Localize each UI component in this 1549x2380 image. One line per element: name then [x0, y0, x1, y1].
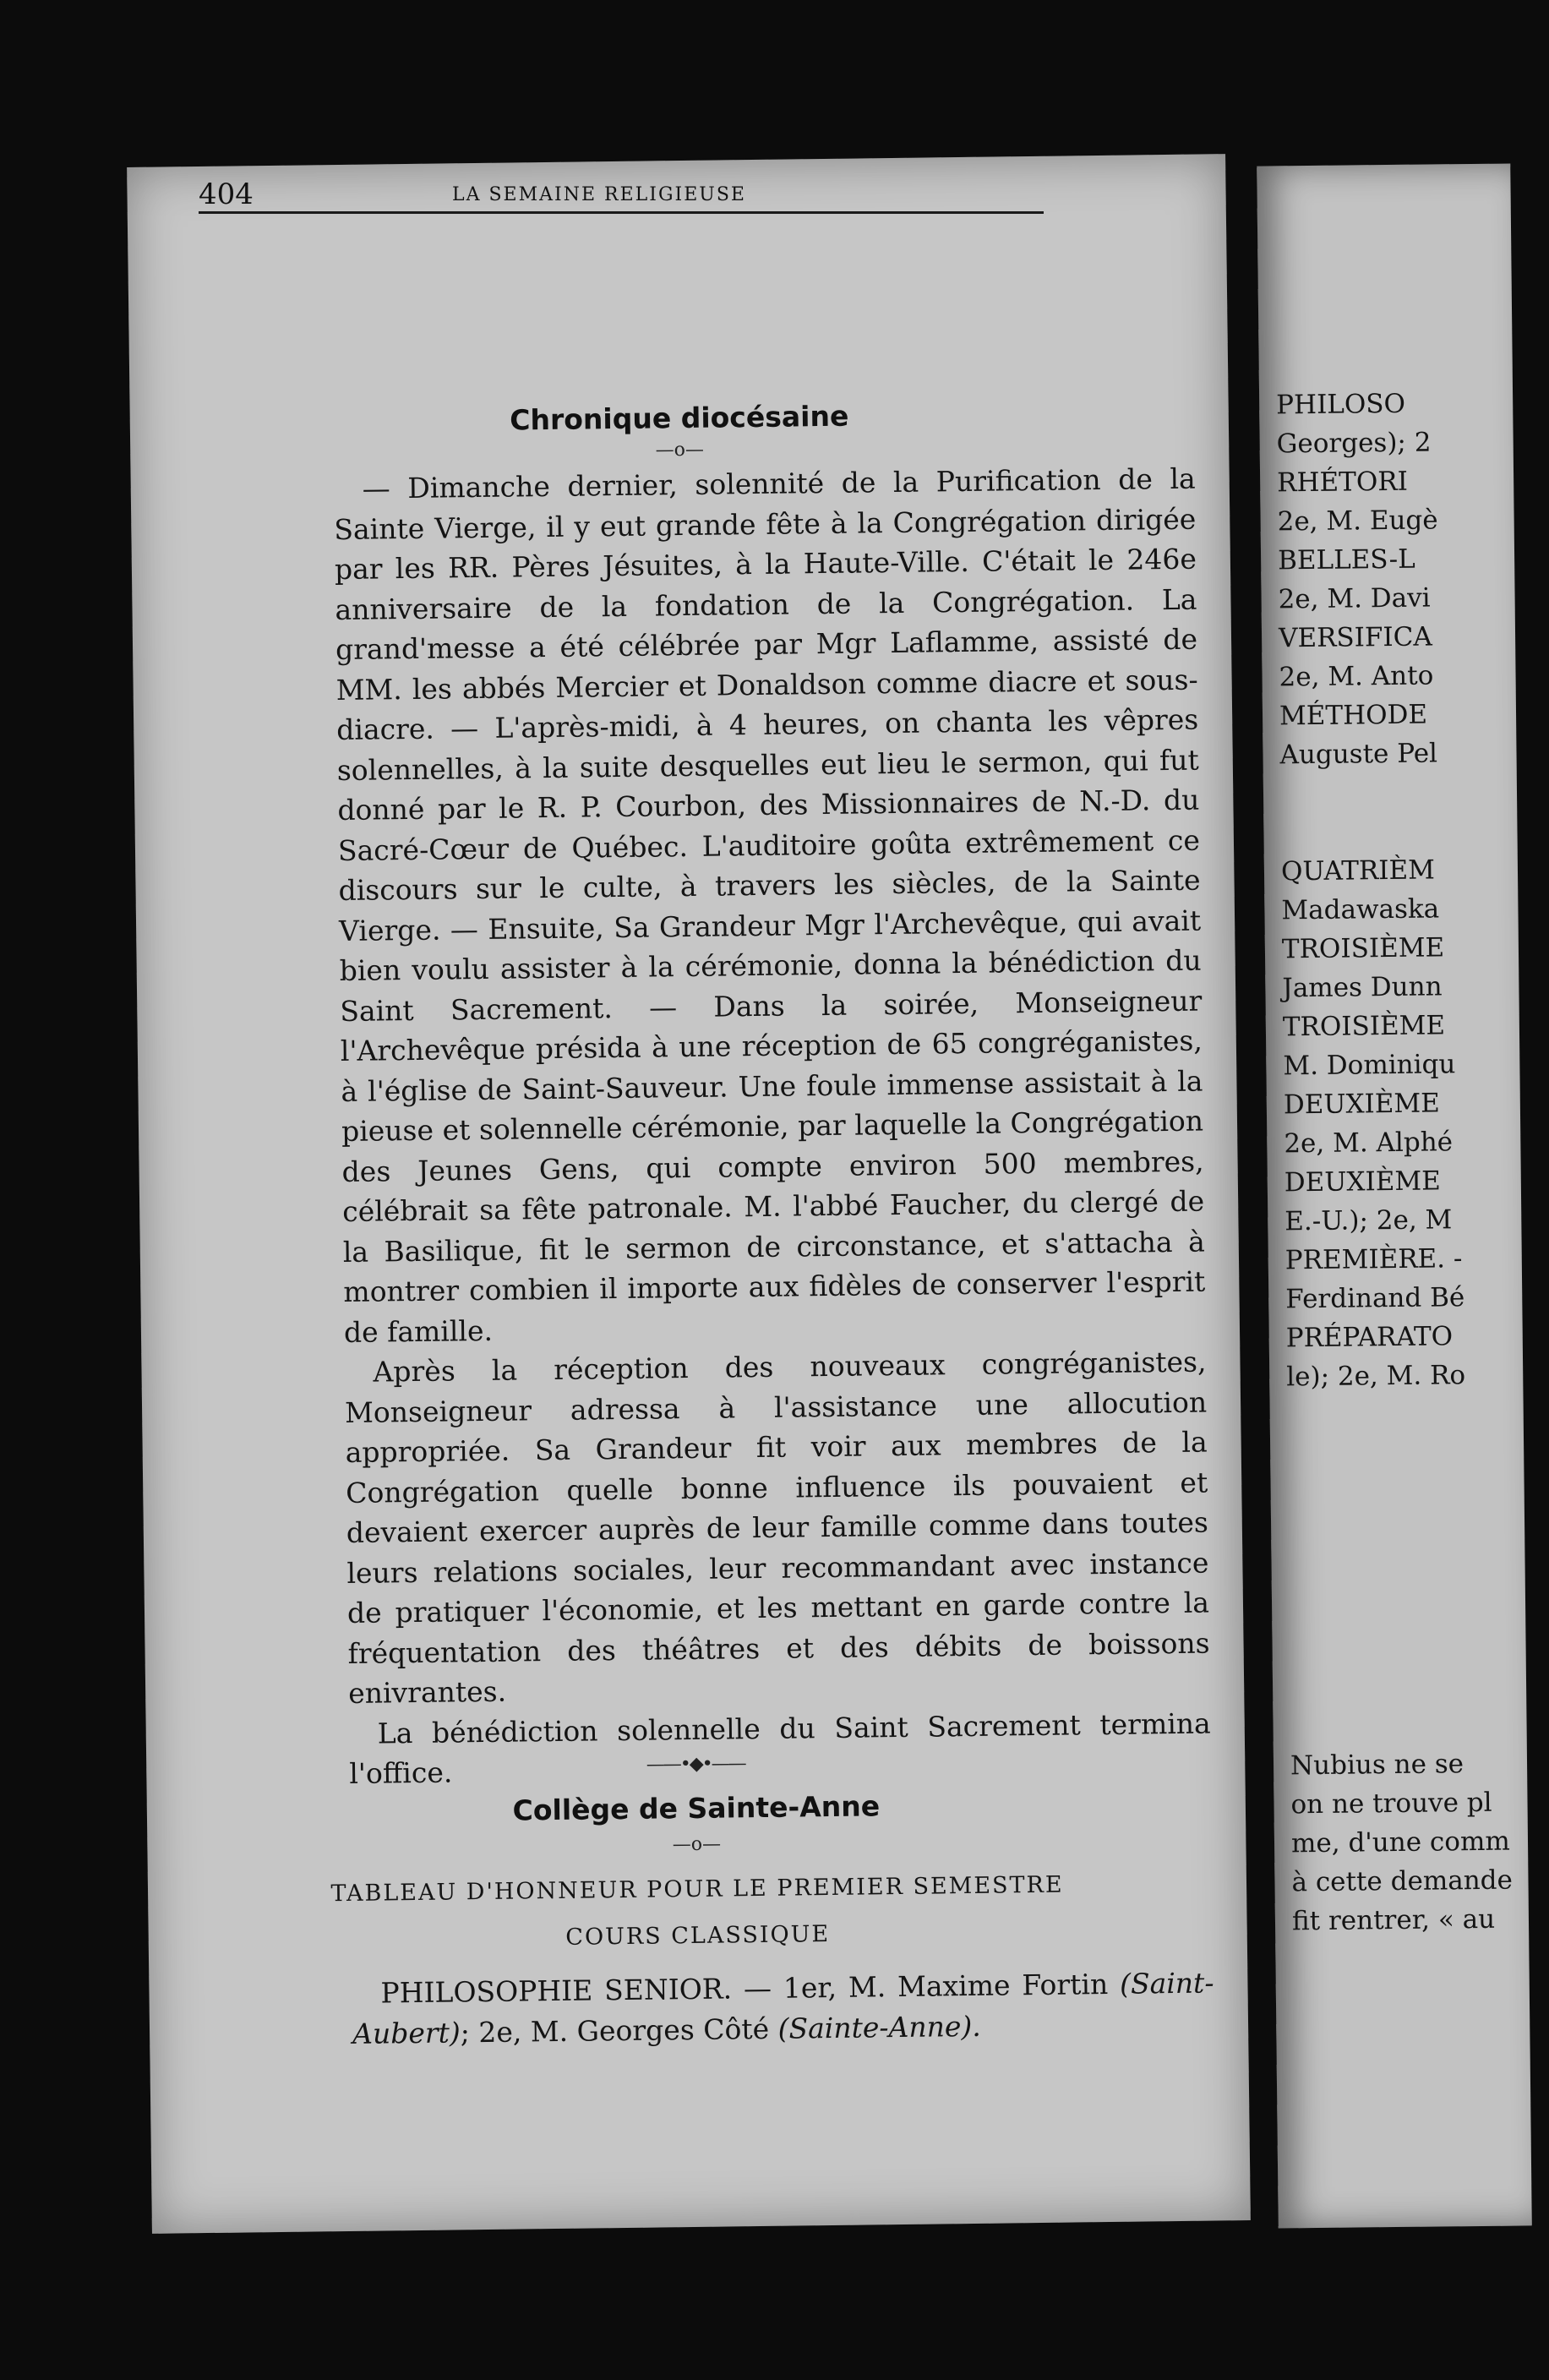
entry-text-2: ; 2e, M. Georges Côté — [460, 2012, 778, 2049]
right-page-line — [1289, 1627, 1542, 1668]
right-page-line: TROISIÈME — [1281, 932, 1445, 965]
right-page-lines — [1276, 383, 1546, 1941]
right-page-line: 2e, M. Davi — [1278, 582, 1431, 615]
right-page-line — [1290, 1666, 1543, 1707]
entry-place-2: (Sainte-Anne). — [777, 2009, 981, 2045]
right-page-line: me, d'une comm — [1290, 1826, 1510, 1859]
right-page-line: DEUXIÈME — [1283, 1088, 1440, 1121]
right-page-line — [1280, 811, 1534, 852]
ornament-divider: —o— — [672, 1833, 722, 1856]
ornament-divider: —o— — [655, 439, 705, 461]
right-page-line: M. Dominiqu — [1283, 1049, 1456, 1082]
right-page-line: QUATRIÈM — [1280, 854, 1436, 887]
right-page-line: fit rentrer, « au — [1291, 1903, 1496, 1937]
right-page-line: à cette demande — [1291, 1864, 1514, 1898]
right-page-line: PRÉPARATO — [1285, 1321, 1454, 1354]
right-page-line: Auguste Pel — [1279, 738, 1438, 771]
ornament-divider-top: ——•◆•—— — [646, 1753, 745, 1776]
right-page-line: Nubius ne se — [1290, 1749, 1464, 1782]
chronique-body — [333, 459, 1211, 1794]
right-page — [1257, 163, 1532, 2228]
cours-heading: COURS CLASSIQUE — [565, 1921, 831, 1951]
right-page-line: VERSIFICA — [1278, 621, 1432, 654]
right-page-line: BELLES-L — [1277, 543, 1415, 576]
right-page-line: 2e, M. Eugè — [1277, 505, 1438, 538]
right-page-line — [1290, 1705, 1543, 1746]
chronique-paragraph-1: — Dimanche dernier, solennité de la Purification de la Sainte Vierge, il y eut grande fête à la Congrégation dirigée par les RR. Pères Jésuites, à la Haute-Ville. C'était le 246e anniversaire de la fondation de la Congrégation. La grand'messe a été célébrée par Mgr Laflamme, assisté de MM. les abbés Mercier et Donaldson comme diacre et sous-diacre. — L'après-midi, à 4 heures, on chanta les vêpres solennelles, à la suite desquelles eut lieu le sermon, qui fut donné par le R. P. Courbon, des Missionnaires de N.-D. du Sacré-Cœur de Québec. L'auditoire goûta extrêmement ce discours sur le culte, à travers les siècles, de la Sainte Vierge. — Ensuite, Sa Grandeur Mgr l'Archevêque, qui avait bien voulu assister à la cérémonie, donna la bénédiction du Saint Sacrement. — Dans la soirée, Monseigneur l'Archevêque présida à une réception de 65 congréganistes, à l'église de Saint-Sauveur. Une foule immense assistait à la pieuse et solennelle cérémonie, par laquelle la Congrégation des Jeunes Gens, qui compte environ 500 membres, célébrait sa fête patronale. M. l'abbé Faucher, du clergé de la Basilique, fit le sermon de circonstance, et s'attacha à montrer combien il importe aux fidèles de conserver l'esprit de famille. — [334, 461, 1206, 1349]
page-number: 404 — [199, 177, 254, 211]
entry-text-1: — 1er, M. Maxime Fortin — [731, 1967, 1121, 2006]
right-page-line — [1280, 772, 1534, 813]
right-page-line: 2e, M. Anto — [1279, 660, 1434, 693]
right-page-line: PREMIÈRE. - — [1284, 1243, 1463, 1276]
right-page-line: James Dunn — [1282, 971, 1443, 1004]
right-page-line — [1287, 1471, 1541, 1513]
right-page-line — [1288, 1549, 1541, 1591]
right-page-line — [1288, 1510, 1541, 1552]
honour-entry — [352, 1962, 1214, 2053]
tableau-heading: TABLEAU D'HONNEUR POUR LE PREMIER SEMESTRE — [330, 1871, 1064, 1908]
right-page-line: DEUXIÈME — [1284, 1165, 1441, 1198]
chronique-paragraph-2: Après la réception des nouveaux congréganistes, Monseigneur adressa à l'assistance une allocution appropriée. Sa Grandeur fit voir aux membres de la Congrégation quelle bonne influence ils pouvaient et devaient exercer auprès de leur famille comme dans toutes leurs relations sociales, leur recommandant avec instance de pratiquer l'économie, et les mettant en garde contre la fréquentation des théâtres et des débits de boissons enivrantes. — [344, 1345, 1210, 1710]
right-page-line: on ne trouve pl — [1290, 1787, 1492, 1820]
chronique-paragraph-3: La bénédiction solennelle du Saint Sacrement termina l'office. — [349, 1706, 1211, 1790]
chronique-title: Chronique diocésaine — [510, 399, 849, 437]
right-page-line — [1286, 1394, 1540, 1435]
running-head: LA SEMAINE RELIGIEUSE — [452, 184, 746, 205]
right-page-line: PHILOSO — [1276, 388, 1406, 421]
page-header — [199, 177, 1044, 214]
left-page — [127, 154, 1251, 2234]
right-page-line — [1289, 1588, 1542, 1629]
right-page-line: MÉTHODE — [1279, 699, 1428, 732]
right-page-line: E.-U.); 2e, M — [1284, 1204, 1453, 1237]
entry-place-1: (Saint-Aubert) — [352, 1966, 1214, 2050]
college-title: Collège de Sainte-Anne — [512, 1789, 881, 1827]
right-page-line: Madawaska — [1281, 893, 1440, 926]
right-page-line: Ferdinand Bé — [1285, 1282, 1465, 1315]
right-page-line: Georges); 2 — [1276, 427, 1432, 460]
right-page-line: 2e, M. Alphé — [1284, 1127, 1454, 1160]
entry-label: PHILOSOPHIE SENIOR. — [380, 1972, 733, 2010]
right-page-line — [1287, 1433, 1541, 1474]
right-page-line: RHÉTORI — [1276, 466, 1409, 499]
right-page-line: TROISIÈME — [1282, 1010, 1446, 1043]
right-page-line: le); 2e, M. Ro — [1286, 1360, 1466, 1393]
